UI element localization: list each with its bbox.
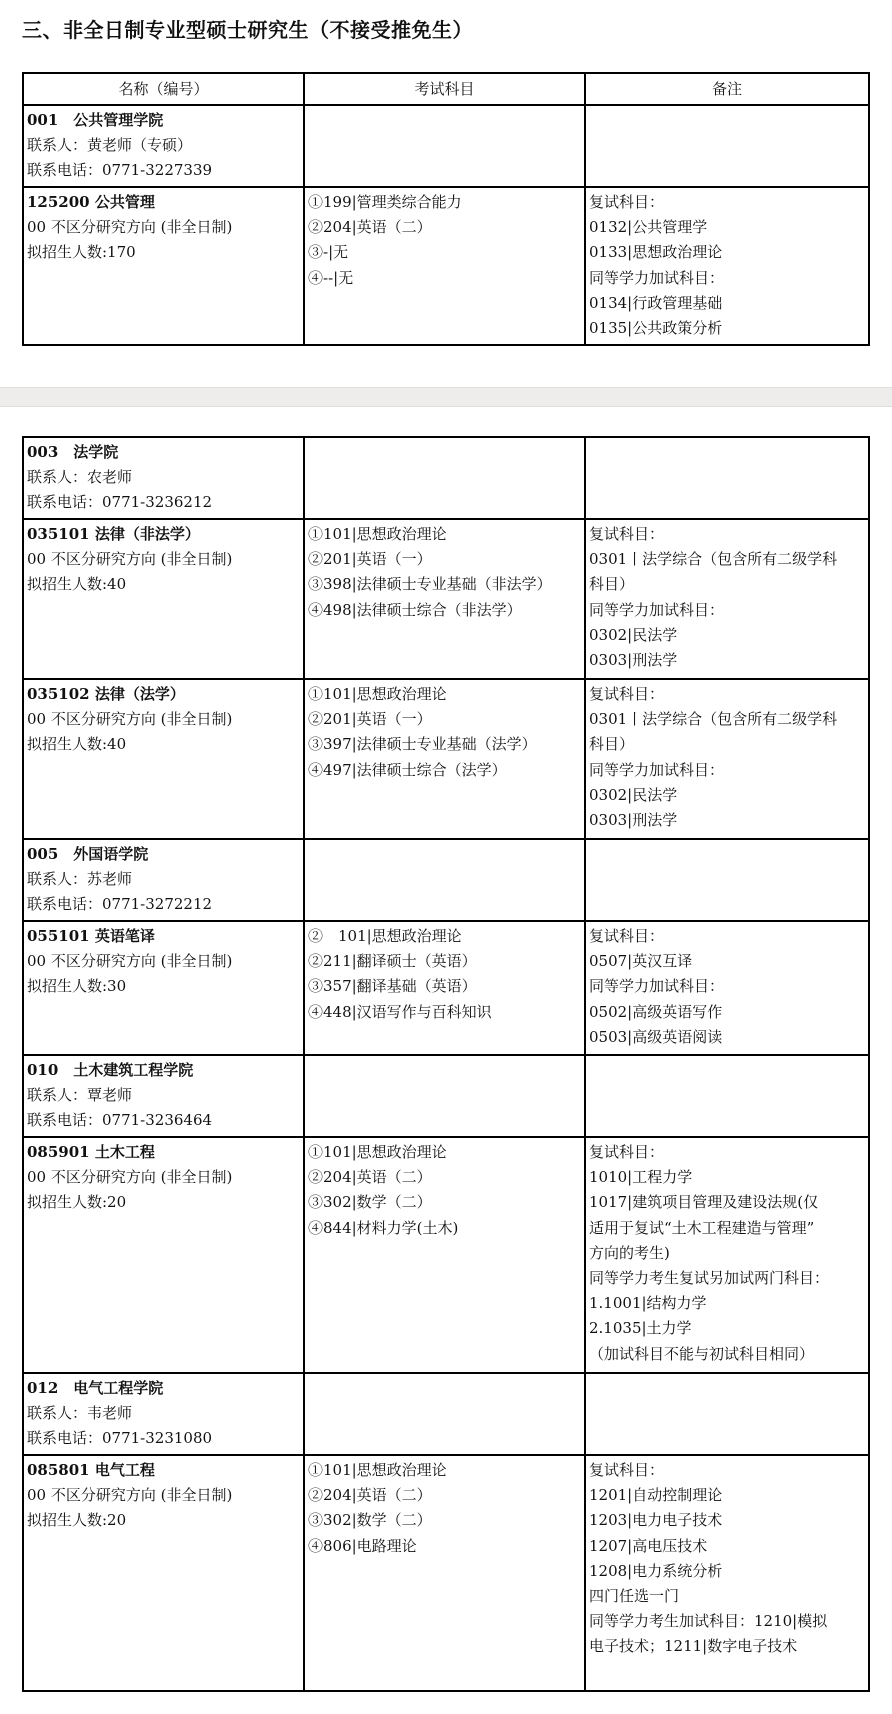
remark-line: 1017|建筑项目管理及建设法规(仅 xyxy=(589,1193,819,1212)
name-cell xyxy=(23,679,304,839)
exam-subject-line: ②201|英语（一） xyxy=(308,550,432,569)
remark-line: （加试科目不能与初试科目相同） xyxy=(589,1344,815,1363)
remark-line: 0132|公共管理学 xyxy=(589,218,708,237)
exam-subjects-cell xyxy=(304,1055,585,1137)
remark-line: 同等学力加试科目： xyxy=(589,600,725,619)
entry-info-line: 联系人：黄老师（专硕） xyxy=(27,136,193,155)
remark-line: 电子技术；1211|数字电子技术 xyxy=(589,1637,798,1656)
remark-line: 0507|英汉互译 xyxy=(589,952,693,971)
program-row xyxy=(23,679,869,839)
remark-line: 1203|电力电子技术 xyxy=(589,1511,723,1530)
exam-subject-line: ②211|翻译硕士（英语） xyxy=(308,952,477,971)
exam-subject-line: ③357|翻译基础（英语） xyxy=(308,977,477,996)
remark-line: 0301丨法学综合（包含所有二级学科 xyxy=(589,710,838,729)
remarks-cell xyxy=(585,1137,869,1373)
entry-info-line: 拟招生人数:30 xyxy=(27,977,127,996)
remark-line: 0302|民法学 xyxy=(589,785,678,804)
header-exam-subjects: 考试科目 xyxy=(304,73,585,105)
exam-subject-line: ④--|无 xyxy=(308,268,354,287)
entry-name: 005 外国语学院 xyxy=(27,845,149,863)
exam-subject-line: ①101|思想政治理论 xyxy=(308,1143,447,1161)
exam-subjects-cell xyxy=(304,519,585,679)
remark-line: 科目） xyxy=(589,735,635,754)
name-cell xyxy=(23,187,304,345)
table1-body xyxy=(23,105,869,345)
entry-info-line: 联系电话：0771-3272212 xyxy=(27,895,213,914)
entry-name: 125200 公共管理 xyxy=(27,193,155,211)
remark-line: 0135|公共政策分析 xyxy=(589,319,723,338)
remarks-cell xyxy=(585,519,869,679)
entry-name: 085901 土木工程 xyxy=(27,1143,155,1161)
entry-info-line: 联系电话：0771-3236212 xyxy=(27,493,213,512)
exam-subject-line: ①101|思想政治理论 xyxy=(308,685,447,703)
remark-line: 1010|工程力学 xyxy=(589,1168,693,1187)
remarks-cell xyxy=(585,105,869,187)
exam-subject-line: ④497|法律硕士综合（法学） xyxy=(308,760,507,779)
program-row xyxy=(23,921,869,1055)
exam-subject-line: ② 101|思想政治理论 xyxy=(308,927,462,945)
exam-subject-line: ③397|法律硕士专业基础（法学） xyxy=(308,735,537,754)
entry-info-line: 联系电话：0771-3231080 xyxy=(27,1429,213,1448)
entry-info-line: 00 不区分研究方向 (非全日制) xyxy=(27,1168,233,1187)
entry-name: 001 公共管理学院 xyxy=(27,111,164,129)
name-cell xyxy=(23,1055,304,1137)
name-cell xyxy=(23,1373,304,1455)
college-row xyxy=(23,839,869,921)
remark-line: 2.1035|土力学 xyxy=(589,1319,692,1338)
name-cell xyxy=(23,839,304,921)
remark-line: 同等学力加试科目： xyxy=(589,977,725,996)
entry-info-line: 00 不区分研究方向 (非全日制) xyxy=(27,218,233,237)
remark-line: 复试科目： xyxy=(589,525,665,543)
remark-line: 1207|高电压技术 xyxy=(589,1536,708,1555)
remark-line: 方向的考生) xyxy=(589,1243,670,1262)
remark-line: 复试科目： xyxy=(589,193,665,211)
remark-line: 0303|刑法学 xyxy=(589,651,678,670)
college-row xyxy=(23,437,869,519)
name-cell xyxy=(23,519,304,679)
remark-line: 0303|刑法学 xyxy=(589,811,678,830)
exam-subject-line: ③302|数学（二） xyxy=(308,1511,432,1530)
college-row xyxy=(23,105,869,187)
exam-subject-line: ①101|思想政治理论 xyxy=(308,525,447,543)
table2-body xyxy=(23,437,869,1691)
program-row xyxy=(23,519,869,679)
remark-line: 同等学力考生加试科目：1210|模拟 xyxy=(589,1612,828,1631)
program-row xyxy=(23,187,869,345)
name-cell xyxy=(23,1455,304,1691)
remarks-cell xyxy=(585,1373,869,1455)
entry-info-line: 联系人：韦老师 xyxy=(27,1404,133,1423)
entry-info-line: 联系电话：0771-3236464 xyxy=(27,1111,213,1130)
entry-name: 055101 英语笔译 xyxy=(27,927,155,945)
remark-line: 0134|行政管理基础 xyxy=(589,293,723,312)
remarks-cell xyxy=(585,679,869,839)
entry-info-line: 联系人：农老师 xyxy=(27,468,133,487)
remarks-cell xyxy=(585,1055,869,1137)
entry-info-line: 00 不区分研究方向 (非全日制) xyxy=(27,710,233,729)
entry-name: 010 土木建筑工程学院 xyxy=(27,1061,194,1079)
exam-subjects-cell xyxy=(304,839,585,921)
exam-subjects-cell xyxy=(304,437,585,519)
entry-name: 035102 法律（法学） xyxy=(27,685,185,703)
header-remarks: 备注 xyxy=(585,73,869,105)
name-cell xyxy=(23,921,304,1055)
exam-subject-line: ②204|英语（二） xyxy=(308,1168,432,1187)
exam-subjects-cell xyxy=(304,921,585,1055)
remark-line: 适用于复试“土木工程建造与管理” xyxy=(589,1218,815,1237)
remark-line: 复试科目： xyxy=(589,1461,665,1479)
entry-info-line: 联系人：苏老师 xyxy=(27,870,133,889)
remark-line: 1208|电力系统分析 xyxy=(589,1561,723,1580)
college-row xyxy=(23,1373,869,1455)
exam-subject-line: ②201|英语（一） xyxy=(308,710,432,729)
remark-line: 1.1001|结构力学 xyxy=(589,1294,707,1313)
remark-line: 1201|自动控制理论 xyxy=(589,1486,723,1505)
remark-line: 复试科目： xyxy=(589,927,665,945)
remark-line: 同等学力加试科目： xyxy=(589,760,725,779)
exam-subjects-cell xyxy=(304,105,585,187)
remarks-cell xyxy=(585,437,869,519)
remarks-cell xyxy=(585,921,869,1055)
remark-line: 复试科目： xyxy=(589,685,665,703)
name-cell xyxy=(23,105,304,187)
exam-subjects-cell xyxy=(304,1137,585,1373)
admission-table-part-1 xyxy=(22,72,870,346)
table-header-row xyxy=(23,73,869,105)
exam-subject-line: ③302|数学（二） xyxy=(308,1193,432,1212)
program-row xyxy=(23,1137,869,1373)
exam-subject-line: ①199|管理类综合能力 xyxy=(308,193,462,211)
entry-info-line: 拟招生人数:40 xyxy=(27,735,127,754)
exam-subjects-cell xyxy=(304,1455,585,1691)
entry-name: 012 电气工程学院 xyxy=(27,1379,164,1397)
exam-subject-line: ④498|法律硕士综合（非法学） xyxy=(308,600,522,619)
entry-name: 085801 电气工程 xyxy=(27,1461,155,1479)
remark-line: 同等学力考生复试另加试两门科目： xyxy=(589,1269,830,1288)
remarks-cell xyxy=(585,1455,869,1691)
exam-subject-line: ③398|法律硕士专业基础（非法学） xyxy=(308,575,552,594)
page-break-divider xyxy=(0,387,892,407)
entry-info-line: 联系电话：0771-3227339 xyxy=(27,161,213,180)
exam-subject-line: ④844|材料力学(土木) xyxy=(308,1218,459,1237)
exam-subject-line: ②204|英语（二） xyxy=(308,1486,432,1505)
entry-info-line: 拟招生人数:20 xyxy=(27,1193,127,1212)
page-title: 三、非全日制专业型硕士研究生（不接受推免生） xyxy=(22,18,473,42)
remarks-cell xyxy=(585,839,869,921)
remark-line: 科目） xyxy=(589,575,635,594)
remark-line: 0301丨法学综合（包含所有二级学科 xyxy=(589,550,838,569)
remark-line: 0503|高级英语阅读 xyxy=(589,1027,723,1046)
exam-subjects-cell xyxy=(304,679,585,839)
entry-name: 003 法学院 xyxy=(27,443,119,461)
remarks-cell xyxy=(585,187,869,345)
entry-info-line: 拟招生人数:40 xyxy=(27,575,127,594)
remark-line: 0133|思想政治理论 xyxy=(589,243,723,262)
name-cell xyxy=(23,437,304,519)
entry-info-line: 00 不区分研究方向 (非全日制) xyxy=(27,1486,233,1505)
entry-info-line: 00 不区分研究方向 (非全日制) xyxy=(27,550,233,569)
remark-line: 0502|高级英语写作 xyxy=(589,1002,723,1021)
program-row xyxy=(23,1455,869,1691)
exam-subject-line: ③-|无 xyxy=(308,243,349,262)
remark-line: 四门任选一门 xyxy=(589,1587,680,1606)
entry-name: 035101 法律（非法学） xyxy=(27,525,200,543)
exam-subjects-cell xyxy=(304,187,585,345)
header-name-code: 名称（编号） xyxy=(23,73,304,105)
exam-subject-line: ②204|英语（二） xyxy=(308,218,432,237)
admission-table-part-2 xyxy=(22,436,870,1692)
entry-info-line: 00 不区分研究方向 (非全日制) xyxy=(27,952,233,971)
remark-line: 0302|民法学 xyxy=(589,625,678,644)
entry-info-line: 拟招生人数:170 xyxy=(27,243,136,262)
remark-line: 同等学力加试科目： xyxy=(589,268,725,287)
exam-subject-line: ④448|汉语写作与百科知识 xyxy=(308,1002,492,1021)
entry-info-line: 拟招生人数:20 xyxy=(27,1511,127,1530)
name-cell xyxy=(23,1137,304,1373)
entry-info-line: 联系人：覃老师 xyxy=(27,1086,133,1105)
exam-subject-line: ④806|电路理论 xyxy=(308,1536,417,1555)
remark-line: 复试科目： xyxy=(589,1143,665,1161)
college-row xyxy=(23,1055,869,1137)
exam-subjects-cell xyxy=(304,1373,585,1455)
exam-subject-line: ①101|思想政治理论 xyxy=(308,1461,447,1479)
